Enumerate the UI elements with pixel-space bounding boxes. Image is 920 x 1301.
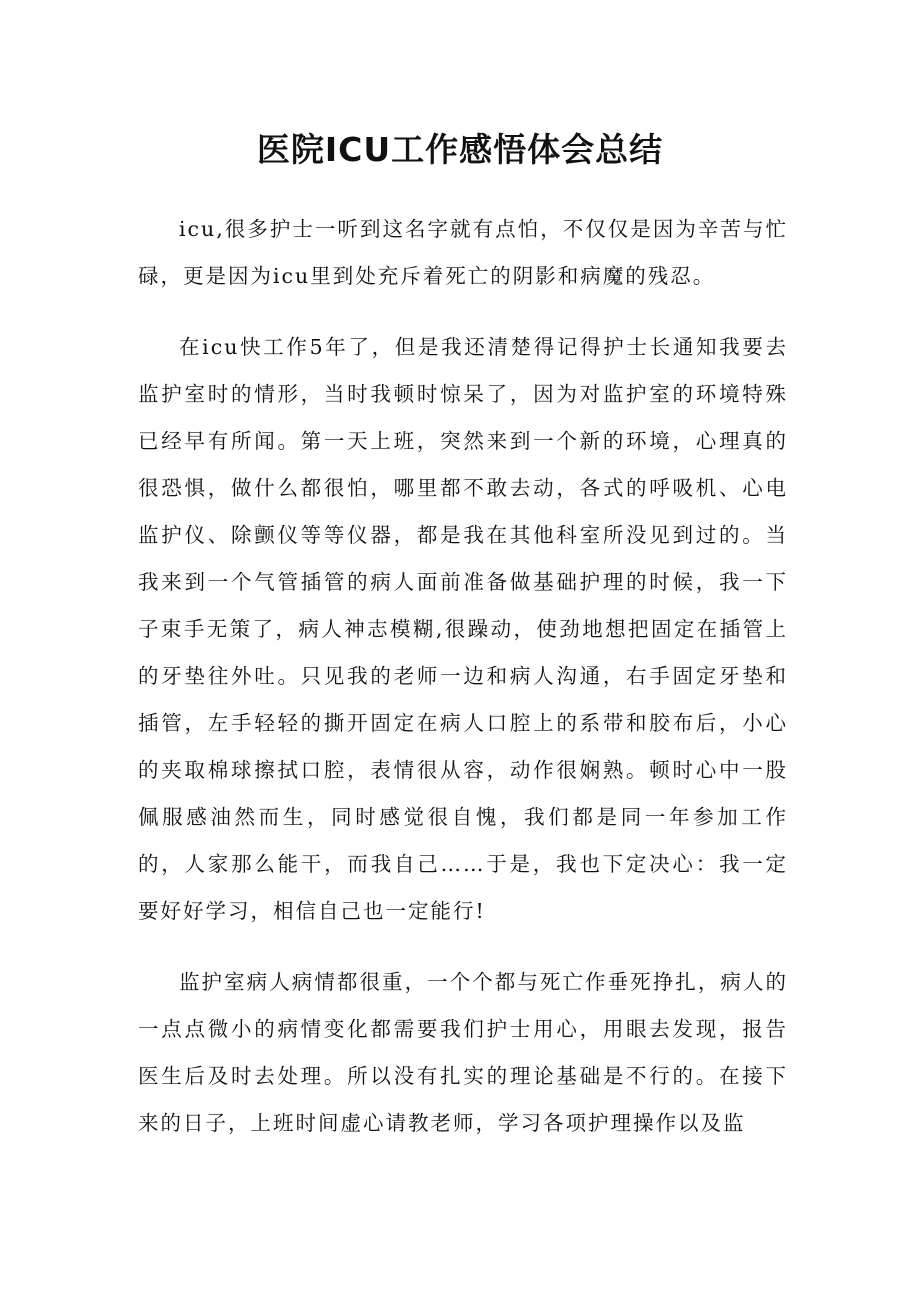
document-body [138,206,788,1147]
paragraph-2: 在icu快工作5年了，但是我还清楚得记得护士长通知我要去监护室时的情形，当时我顿时惊呆了，因为对监护室的环境特殊已经早有所闻。第一天上班，突然来到一个新的环境，心理真的很恐惧，做什么都很怕，哪里都不敢去动，各式的呼吸机、心电监护仪、除颤仪等等仪器，都是我在其他科室所没见到过的。当我来到一个气管插管的病人面前准备做基础护理的时候，我一下子束手无策了，病人神志模糊,很躁动，使劲地想把固定在插管上的牙垫往外吐。只见我的老师一边和病人沟通，右手固定牙垫和插管，左手轻轻的撕开固定在病人口腔上的系带和胶布后，小心的夹取棉球擦拭口腔，表情很从容，动作很娴熟。顿时心中一股佩服感油然而生，同时感觉很自愧，我们都是同一年参加工作的，人家那么能干，而我自己……于是，我也下定决心：我一定要好好学习，相信自己也一定能行! [138,335,788,923]
document-title: 医院ICU工作感悟体会总结 [256,130,664,169]
paragraph-3: 监护室病人病情都很重，一个个都与死亡作垂死挣扎，病人的一点点微小的病情变化都需要我们护士用心，用眼去发现，报告医生后及时去处理。所以没有扎实的理论基础是不行的。在接下来的日子，上班时间虚心请教老师，学习各项护理操作以及监 [138,970,788,1135]
paragraph-1: icu,很多护士一听到这名字就有点怕，不仅仅是因为辛苦与忙碌，更是因为icu里到处充斥着死亡的阴影和病魔的残忍。 [138,217,788,288]
